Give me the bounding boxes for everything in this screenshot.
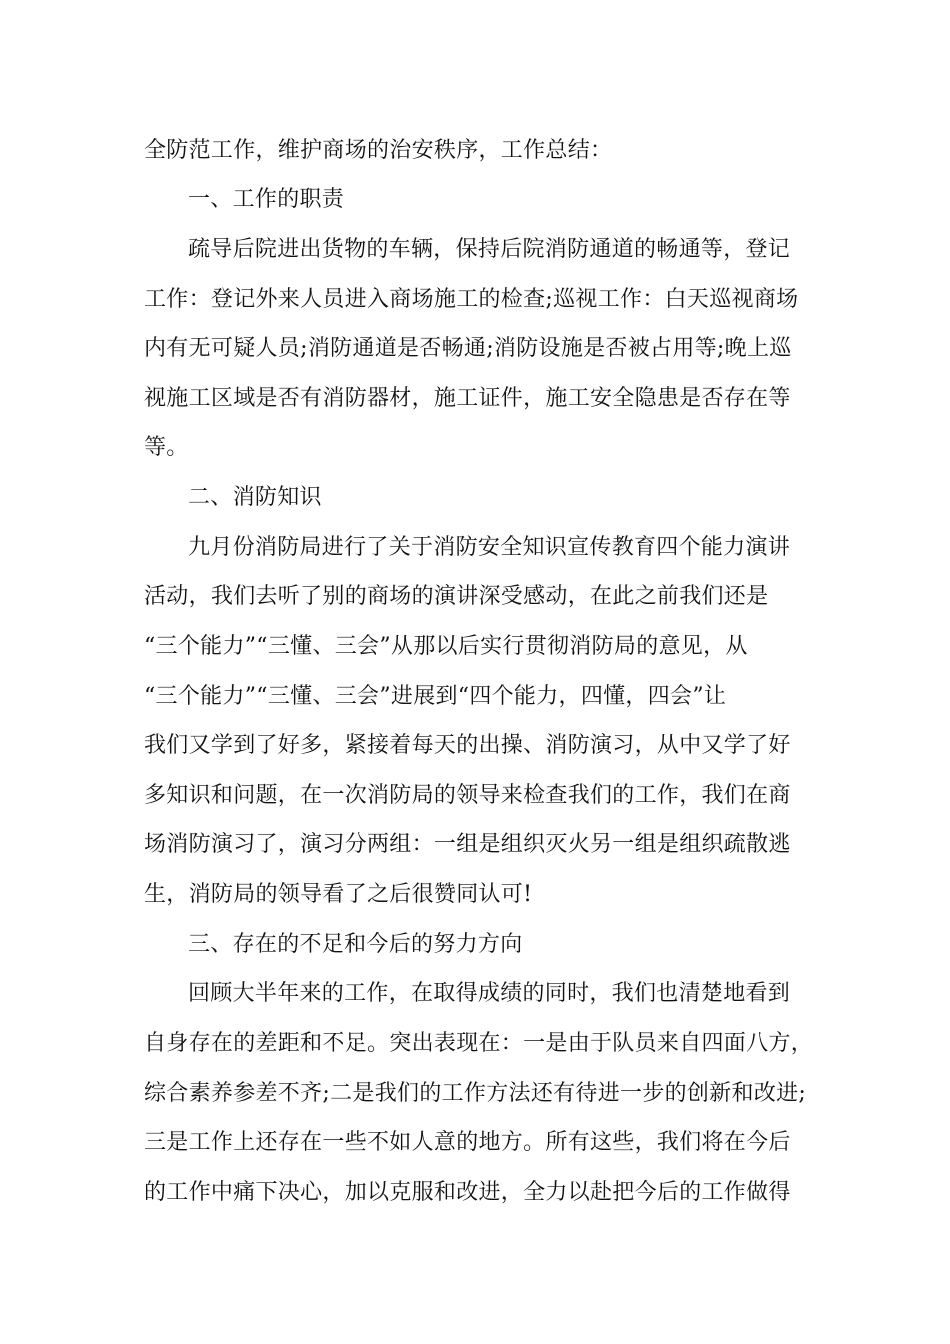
text-line: 多知识和问题，在一次消防局的领导来检查我们的工作，我们在商 [144,783,791,808]
text-line: 我们又学到了好多，紧接着每天的出操、消防演习，从中又学了好 [144,733,791,758]
text-line: 三是工作上还存在一些不如人意的地方。所有这些，我们将在今后 [144,1130,791,1155]
text-line: 自身存在的差距和不足。突出表现在：一是由于队员来自四面八方， [144,1031,814,1056]
section-heading-1: 一、工作的职责 [188,187,345,212]
text-line: 疏导后院进出货物的车辆，保持后院消防通道的畅通等，登记 [188,237,791,262]
text-line: 内有无可疑人员;消防通道是否畅通;消防设施是否被占用等;晚上巡 [144,336,792,361]
text-line: 回顾大半年来的工作，在取得成绩的同时，我们也清楚地看到 [188,981,791,1006]
text-line: “三个能力”“三懂、三会”进展到“四个能力，四懂，四会”让 [144,684,727,709]
text-line: 全防范工作，维护商场的治安秩序，工作总结： [144,138,613,163]
section-heading-3: 三、存在的不足和今后的努力方向 [188,932,523,957]
text-line: 活动，我们去听了别的商场的演讲深受感动，在此之前我们还是 [144,584,769,609]
section-heading-2: 二、消防知识 [188,485,322,510]
text-line: 场消防演习了，演习分两组：一组是组织灭火另一组是组织疏散逃 [144,832,791,857]
text-line: 九月份消防局进行了关于消防安全知识宣传教育四个能力演讲 [188,535,791,560]
text-line: 工作：登记外来人员进入商场施工的检查;巡视工作：白天巡视商场 [144,287,799,312]
text-line: 综合素养参差不齐;二是我们的工作方法还有待进一步的创新和改进; [144,1081,807,1106]
text-line: 视施工区域是否有消防器材，施工证件，施工安全隐患是否存在等 [144,386,791,411]
text-line: 的工作中痛下决心，加以克服和改进，全力以赴把今后的工作做得 [144,1180,791,1205]
text-line: “三个能力”“三懂、三会”从那以后实行贯彻消防局的意见，从 [144,634,748,659]
text-line: 生，消防局的领导看了之后很赞同认可! [144,882,533,907]
text-line: 等。 [144,435,189,460]
